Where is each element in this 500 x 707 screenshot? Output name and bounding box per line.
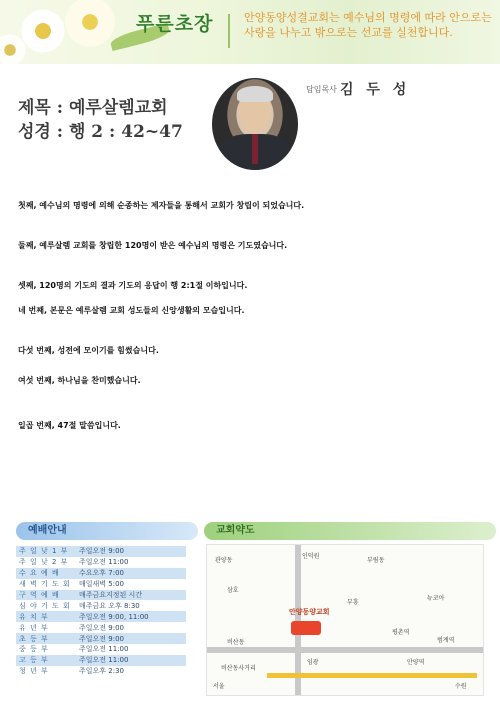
schedule-service-time: 주일오전 9:00, 11:00 [76,611,186,622]
schedule-service-name: 주 일 낮 2 부 [16,557,76,568]
header-banner [0,0,500,64]
brand-title: 푸른초장 [136,13,214,35]
schedule-row [16,611,186,622]
map-label: 비산동사거리 [221,665,256,672]
map-label: 서울 [213,683,225,690]
map-label: 부흥 [347,599,359,606]
schedule-service-name: 고 등 부 [16,655,76,666]
schedule-row [16,557,186,568]
photo-hair [237,86,273,102]
schedule-service-time: 매일새벽 5:00 [76,579,186,590]
schedule-service-time: 주일오전 9:00 [76,622,186,633]
church-map-title: 교회약도 [204,522,496,540]
schedule-service-name: 유 치 부 [16,611,76,622]
point-5: 다섯 번째, 성전에 모이기를 힘썼습니다. [18,346,159,355]
schedule-row [16,633,186,644]
schedule-service-name: 주 일 낮 1 부 [16,546,76,557]
schedule-service-time: 주일오전 11:00 [76,557,186,568]
schedule-row [16,590,186,601]
map-label: 범계역 [437,637,455,644]
sermon-scripture: 성경 : 행 2 : 42~47 [18,122,183,142]
photo-tie [252,134,258,164]
schedule-service-time: 주일오후 2:30 [76,666,186,677]
schedule-row [16,622,186,633]
map-label: 뉴코아 [427,595,445,602]
schedule-row [16,579,186,590]
schedule-service-time: 주일오전 9:00 [76,633,186,644]
point-7: 일곱 번째, 47절 말씀입니다. [18,421,121,430]
pastor-name: 김 두 성 [340,82,411,98]
map-label: 삼호 [227,587,239,594]
church-slogan: 안양동양성결교회는 예수님의 명령에 따라 안으로는 사랑을 나누고 밖으로는 선교를 실천합니다. [244,11,492,39]
schedule-row [16,546,186,557]
church-map-label: 안양동양교회 [289,608,330,616]
schedule-service-name: 구 역 예 배 [16,590,76,601]
map-label: 평촌역 [392,629,410,636]
pastor-label: 담임목사 [306,85,337,94]
schedule-row [16,666,186,677]
schedule-service-time: 주일오전 11:00 [76,655,186,666]
schedule-row [16,644,186,655]
schedule-service-time: 주일오전 9:00 [76,546,186,557]
road-main [207,647,483,653]
schedule-row [16,600,186,611]
point-6: 여섯 번째, 하나님을 찬미했습니다. [18,376,141,385]
point-3: 셋째, 120명의 기도의 결과 기도의 응답이 행 2:1절 이하입니다. [18,281,248,290]
schedule-service-name: 청 년 부 [16,666,76,677]
pastor-photo [212,78,298,170]
map-label: 수원 [455,683,467,690]
schedule-service-time: 주일오전 11:00 [76,644,186,655]
schedule-service-time: 수요오후 7:00 [76,568,186,579]
subway-line [267,673,477,678]
schedule-service-name: 심 야 기 도 회 [16,600,76,611]
sermon-title: 제목 : 예루살렘교회 [18,98,168,118]
sermon-title-block [18,96,238,144]
point-1: 첫째, 예수님의 명령에 의해 순종하는 제자들을 통해서 교회가 창립이 되었습니다. [18,201,305,210]
schedule-service-time: 매주금요 오후 8:30 [76,600,186,611]
map-label: 비산동 [227,639,245,646]
schedule-service-name: 새 벽 기 도 회 [16,579,76,590]
worship-schedule-table [16,546,186,677]
schedule-service-name: 중 등 부 [16,644,76,655]
schedule-service-time: 매주금요지정된 시간 [76,590,186,601]
schedule-service-name: 유 년 부 [16,622,76,633]
church-map [206,544,484,696]
schedule-service-name: 초 등 부 [16,633,76,644]
worship-guide-title: 예배안내 [16,522,198,540]
map-label: 부림동 [367,557,385,564]
map-label: 인덕원 [302,553,320,560]
schedule-row [16,568,186,579]
map-label: 임광 [307,659,319,666]
schedule-service-name: 수 요 예 배 [16,568,76,579]
point-2: 둘째, 예루살렘 교회를 창립한 120명이 받은 예수님의 명령은 기도였습니다. [18,241,288,250]
header-divider [228,14,230,48]
schedule-row [16,655,186,666]
point-4: 네 번째, 본문은 예루살렘 교회 성도들의 신앙생활의 모습입니다. [18,306,245,315]
map-label: 안양역 [407,659,425,666]
map-label: 관양동 [215,557,233,564]
church-location-marker [291,621,321,635]
